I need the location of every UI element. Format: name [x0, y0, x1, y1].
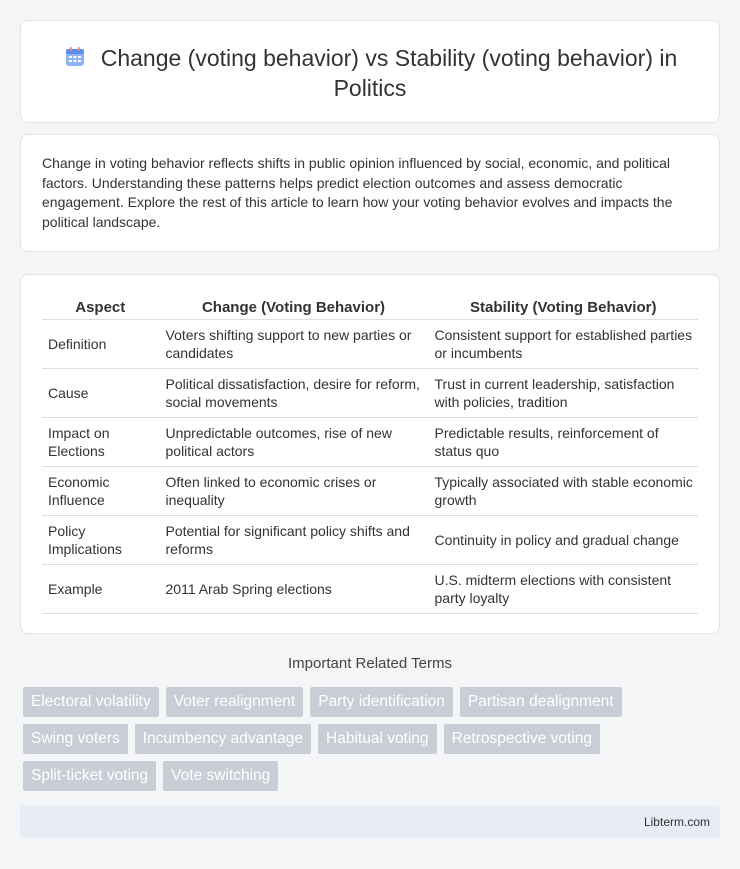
table-row	[42, 417, 698, 466]
title-text: Change (voting behavior) vs Stability (voting behavior) in Politics	[100, 45, 678, 101]
header-aspect: Aspect	[42, 295, 159, 319]
cell-stability: Trust in current leadership, satisfaction with policies, tradition	[428, 368, 698, 417]
cell-aspect: Policy Implications	[42, 515, 159, 564]
tag-party-identification[interactable]: Party identification	[310, 687, 453, 717]
footer	[20, 806, 720, 838]
tag-electoral-volatility[interactable]: Electoral volatility	[23, 687, 159, 717]
intro-card	[20, 134, 720, 252]
tag-split-ticket-voting[interactable]: Split-ticket voting	[23, 761, 156, 791]
cell-stability: Consistent support for established parties or incumbents	[428, 319, 698, 368]
tag-retrospective-voting[interactable]: Retrospective voting	[444, 724, 600, 754]
cell-change: Potential for significant policy shifts and reforms	[159, 515, 428, 564]
cell-change: Often linked to economic crises or inequality	[159, 466, 428, 515]
tag-voter-realignment[interactable]: Voter realignment	[166, 687, 304, 717]
cell-stability: Typically associated with stable economic growth	[428, 466, 698, 515]
table-row	[42, 319, 698, 368]
tag-partisan-dealignment[interactable]: Partisan dealignment	[460, 687, 622, 717]
comparison-table	[42, 295, 698, 614]
tag-habitual-voting[interactable]: Habitual voting	[318, 724, 437, 754]
table-header-row	[42, 295, 698, 319]
header-change: Change (Voting Behavior)	[159, 295, 428, 319]
cell-aspect: Definition	[42, 319, 159, 368]
tag-vote-switching[interactable]: Vote switching	[163, 761, 278, 791]
related-terms-tags	[23, 687, 723, 798]
page-title	[21, 43, 719, 103]
calendar-icon	[63, 45, 87, 69]
intro-paragraph: Change in voting behavior reflects shifts in public opinion influenced by social, economic, and political factors. Understanding these patterns helps predict election outcomes and assess democratic engagement. Explore the rest of this article to learn how your voting behavior evolves and impacts the political landscape.	[42, 155, 673, 230]
tag-row	[23, 687, 723, 717]
related-terms-heading: Important Related Terms	[288, 655, 452, 672]
cell-change: Political dissatisfaction, desire for reform, social movements	[159, 368, 428, 417]
table-row	[42, 368, 698, 417]
cell-aspect: Economic Influence	[42, 466, 159, 515]
footer-site-link[interactable]: Libterm.com	[643, 815, 710, 829]
table-row	[42, 564, 698, 613]
cell-change: Unpredictable outcomes, rise of new political actors	[159, 417, 428, 466]
cell-aspect: Cause	[42, 368, 159, 417]
header-stability: Stability (Voting Behavior)	[428, 295, 698, 319]
cell-stability: U.S. midterm elections with consistent party loyalty	[428, 564, 698, 613]
comparison-table-card	[20, 274, 720, 634]
cell-stability: Predictable results, reinforcement of status quo	[428, 417, 698, 466]
table-row	[42, 515, 698, 564]
cell-aspect: Example	[42, 564, 159, 613]
cell-aspect: Impact on Elections	[42, 417, 159, 466]
title-card	[20, 20, 720, 123]
cell-change: 2011 Arab Spring elections	[159, 564, 428, 613]
table-row	[42, 466, 698, 515]
tag-swing-voters[interactable]: Swing voters	[23, 724, 128, 754]
tag-row	[23, 724, 723, 754]
cell-stability: Continuity in policy and gradual change	[428, 515, 698, 564]
tag-row	[23, 761, 723, 791]
tag-incumbency-advantage[interactable]: Incumbency advantage	[135, 724, 311, 754]
cell-change: Voters shifting support to new parties or candidates	[159, 319, 428, 368]
